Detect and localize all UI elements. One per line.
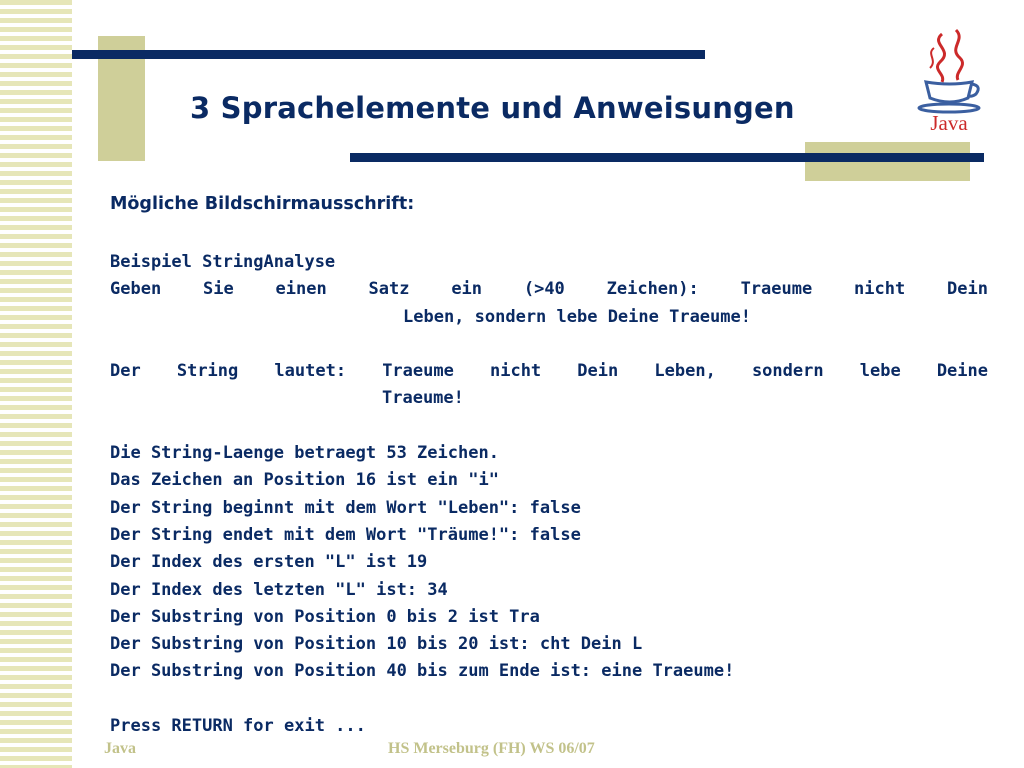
console-line: Traeume! [382,388,464,409]
console-line: Der Index des letzten "L" ist: 34 [110,579,448,600]
console-line: Beispiel StringAnalyse [110,252,336,272]
console-line: Der Substring von Position 40 bis zum Ende ist: eine Traeume! [110,661,735,682]
console-line: Der String lautet: Traeume nicht Dein Leben, sondern lebe Deine [110,361,988,382]
slide-title: 3 Sprachelemente und Anweisungen [190,91,795,125]
java-logo-text: Java [930,111,968,135]
console-line: Der String beginnt mit dem Wort "Leben": false [110,497,581,518]
console-blank-line [110,331,988,358]
title-rule-top [72,50,705,59]
title-rule-bottom [350,153,984,162]
console-line: Das Zeichen an Position 16 ist ein "i" [110,470,499,491]
subheading: Mögliche Bildschirmausschrift: [110,194,415,214]
console-line: Leben, sondern lebe Deine Traeume! [403,306,751,327]
console-line: Die String-Laenge betraegt 53 Zeichen. [110,443,499,464]
console-blank-line [110,413,988,440]
console-line: Geben Sie einen Satz ein (>40 Zeichen): Traeume nicht Dein [110,279,988,300]
console-blank-line [110,686,988,713]
footer-course: Java [104,740,136,757]
footer-institution: HS Merseburg (FH) WS 06/07 [388,740,595,757]
left-stripe-decoration [0,0,72,768]
console-output [110,249,988,740]
console-line: Der Index des ersten "L" ist 19 [110,552,428,573]
console-line: Der Substring von Position 0 bis 2 ist Tra [110,606,540,627]
console-line: Der Substring von Position 10 bis 20 ist: cht Dein L [110,634,643,655]
console-line: Press RETURN for exit ... [110,716,366,737]
console-line: Der String endet mit dem Wort "Träume!": false [110,524,581,545]
java-logo-icon [912,26,986,136]
